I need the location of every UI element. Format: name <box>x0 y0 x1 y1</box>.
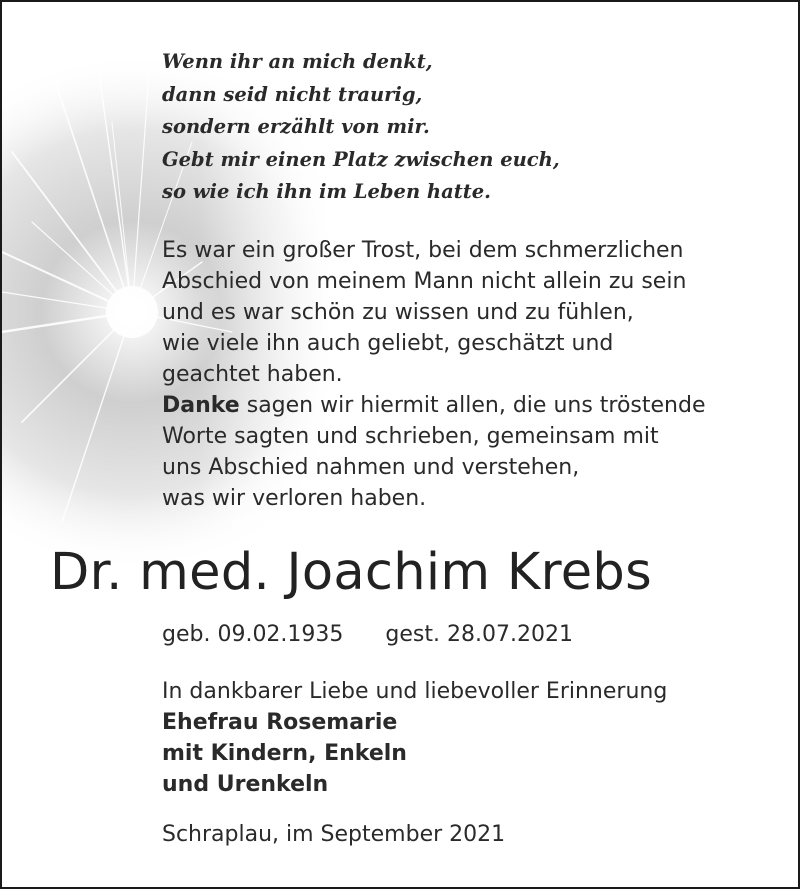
thanks-line: Es war ein großer Trost, bei dem schmerzlichen <box>162 238 684 263</box>
mourners-block <box>162 676 667 800</box>
mourners-intro: In dankbarer Liebe und liebevoller Erinnerung <box>162 679 668 704</box>
thanks-line <box>162 390 706 421</box>
place-and-date: Schraplau, im September 2021 <box>162 822 506 847</box>
thanks-line: und es war schön zu wissen und zu fühlen, <box>162 300 634 325</box>
thanks-message <box>162 235 706 514</box>
mourner-name: mit Kindern, Enkeln <box>162 741 407 766</box>
verse-line: Wenn ihr an mich denkt, <box>162 50 433 73</box>
thanks-line: wie viele ihn auch geliebt, geschätzt und <box>162 331 614 356</box>
verse-line: so wie ich ihn im Leben hatte. <box>162 180 491 203</box>
verse-line: dann seid nicht traurig, <box>162 82 423 106</box>
thanks-line: was wir verloren haben. <box>162 486 427 511</box>
verse-line: sondern erzählt von mir. <box>162 115 430 138</box>
mourner-name: Ehefrau Rosemarie <box>162 710 398 735</box>
thanks-line: uns Abschied nahmen und verstehen, <box>162 455 580 480</box>
poem-verse <box>162 46 560 209</box>
mourner-name: und Urenkeln <box>162 772 329 797</box>
verse-line: Gebt mir einen Platz zwischen euch, <box>162 147 560 171</box>
thanks-line: geachtet haben. <box>162 362 343 387</box>
deceased-name: Dr. med. Joachim Krebs <box>50 543 652 602</box>
danke-word: Danke <box>162 393 240 418</box>
danke-rest: sagen wir hiermit allen, die uns tröstende <box>239 393 706 418</box>
birth-date: geb. 09.02.1935 <box>162 622 344 647</box>
life-dates <box>162 618 573 652</box>
thanks-line: Abschied von meinem Mann nicht allein zu sein <box>162 269 687 294</box>
death-date: gest. 28.07.2021 <box>385 622 573 647</box>
thanks-line: Worte sagten und schrieben, gemeinsam mit <box>162 424 659 449</box>
